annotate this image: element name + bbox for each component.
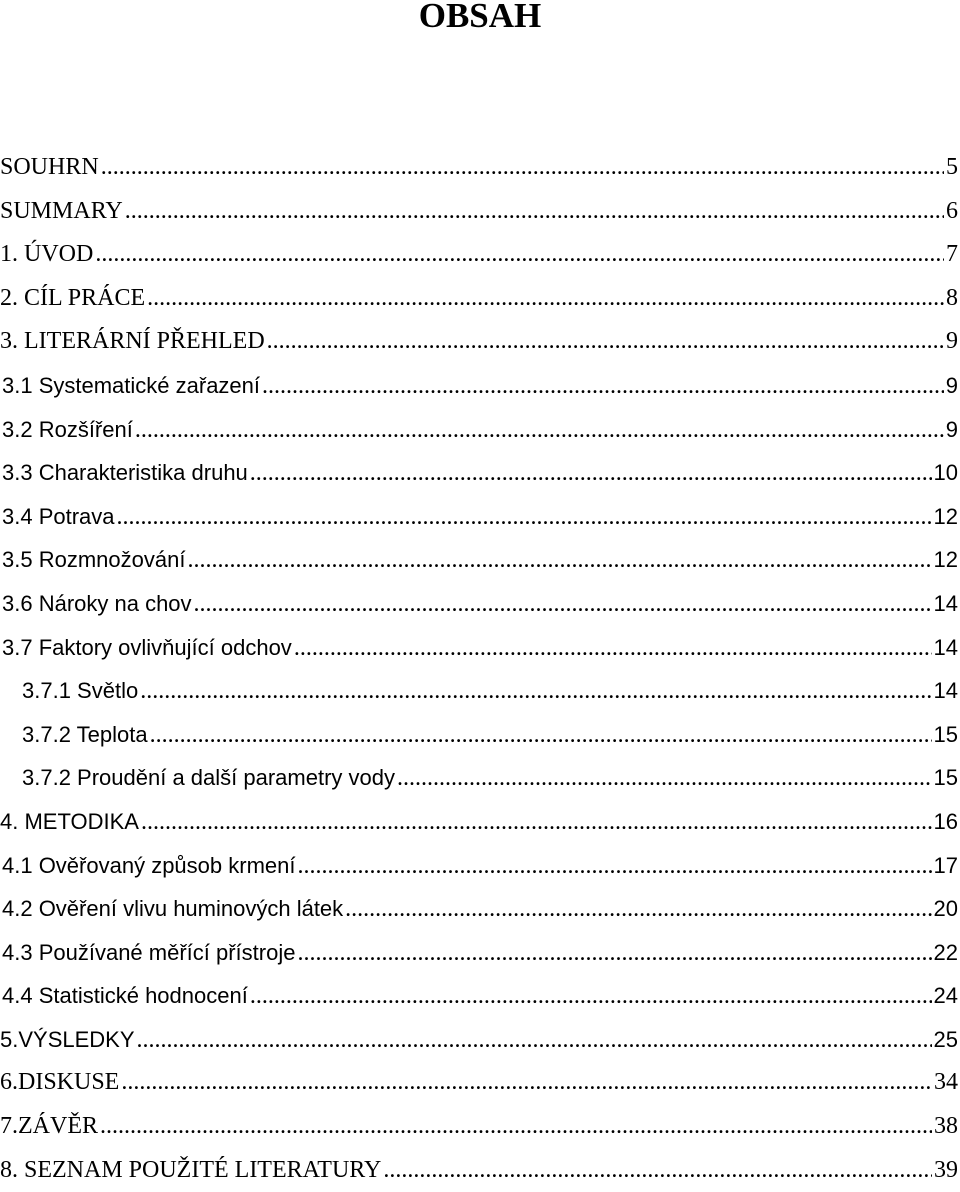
toc-entry-label: SOUHRN: [0, 154, 99, 180]
toc-entry-page: 5: [946, 154, 958, 180]
dot-leader: [100, 1105, 932, 1149]
dot-leader: [297, 845, 931, 888]
dot-leader: [101, 146, 944, 190]
toc-entry-label: 3.7.1 Světlo: [22, 678, 139, 704]
page-title: OBSAH: [418, 0, 542, 35]
toc-entry-page: 7: [946, 241, 958, 268]
dot-leader: [137, 1019, 932, 1062]
toc-entry-label: 2. CÍL PRÁCE: [0, 284, 146, 311]
toc-entry-page: 14: [933, 590, 958, 616]
toc-entry-label: 4. METODIKA: [0, 808, 139, 834]
toc-entry-label: 5.VÝSLEDKY: [0, 1026, 135, 1052]
toc-entry-3-5[interactable]: [0, 538, 960, 582]
toc-entry-3-3[interactable]: [0, 451, 960, 495]
dot-leader: [267, 320, 944, 364]
toc-entry-page: 9: [946, 328, 958, 355]
toc-entry-page: 34: [934, 1069, 958, 1096]
toc-entry-page: 17: [933, 852, 958, 878]
toc-entry-4-1[interactable]: [0, 844, 960, 888]
toc-entry-page: 15: [933, 765, 958, 791]
toc-entry-3-1[interactable]: [0, 364, 960, 408]
dot-leader: [397, 757, 932, 800]
toc-entry-label: 7.ZÁVĚR: [0, 1113, 98, 1140]
dot-leader: [117, 496, 932, 539]
toc-entry-3-2[interactable]: [0, 408, 960, 452]
toc-entry-page: 22: [933, 939, 958, 965]
dot-leader: [297, 932, 931, 975]
toc-entry-4-3[interactable]: [0, 931, 960, 975]
toc-entry-3-6[interactable]: [0, 582, 960, 626]
dot-leader: [194, 583, 932, 626]
dot-leader: [125, 190, 944, 234]
toc-entry-label: 3.7 Faktory ovlivňující odchov: [2, 634, 292, 660]
toc-entry-label: 4.4 Statistické hodnocení: [2, 983, 248, 1009]
toc-entry-zaver[interactable]: [0, 1105, 960, 1149]
table-of-contents: [0, 146, 960, 1192]
toc-entry-label: SUMMARY: [0, 197, 123, 224]
toc-entry-4-4[interactable]: [0, 974, 960, 1018]
dot-leader: [250, 452, 932, 495]
toc-entry-3-7-1[interactable]: [0, 669, 960, 713]
toc-entry-label: 3.1 Systematické zařazení: [2, 372, 261, 398]
toc-entry-page: 25: [933, 1026, 958, 1052]
toc-entry-label: 4.2 Ověření vlivu huminových látek: [2, 896, 344, 922]
dot-leader: [150, 714, 932, 757]
dot-leader: [383, 1149, 932, 1192]
dot-leader: [95, 233, 944, 277]
toc-entry-label: 3.2 Rozšíření: [2, 416, 133, 442]
toc-entry-label: 3.7.2 Teplota: [22, 721, 148, 747]
dot-leader: [121, 1061, 932, 1105]
dot-leader: [345, 888, 931, 931]
toc-entry-label: 3.6 Nároky na chov: [2, 590, 192, 616]
toc-entry-label: 1. ÚVOD: [0, 241, 94, 268]
dot-leader: [147, 277, 944, 321]
dot-leader: [187, 539, 931, 582]
toc-entry-page: 9: [945, 416, 958, 442]
dot-leader: [262, 365, 944, 408]
toc-entry-uvod[interactable]: [0, 233, 960, 277]
dot-leader: [141, 801, 932, 844]
toc-entry-3-7-2-proudeni[interactable]: [0, 756, 960, 800]
toc-entry-label: 3.5 Rozmnožování: [2, 547, 186, 573]
toc-entry-cil-prace[interactable]: [0, 277, 960, 321]
toc-entry-label: 3.4 Potrava: [2, 503, 115, 529]
toc-entry-page: 10: [933, 460, 958, 486]
toc-entry-3-7[interactable]: [0, 626, 960, 670]
toc-entry-vysledky[interactable]: [0, 1018, 960, 1062]
dot-leader: [140, 670, 931, 713]
toc-entry-page: 16: [933, 808, 958, 834]
toc-entry-page: 9: [945, 372, 958, 398]
toc-entry-4-2[interactable]: [0, 887, 960, 931]
toc-entry-label: 3.7.2 Proudění a další parametry vody: [22, 765, 395, 791]
toc-entry-3-4[interactable]: [0, 495, 960, 539]
toc-entry-diskuse[interactable]: [0, 1061, 960, 1105]
toc-entry-page: 14: [933, 634, 958, 660]
toc-entry-label: 6.DISKUSE: [0, 1069, 120, 1096]
toc-entry-page: 12: [933, 547, 958, 573]
dot-leader: [250, 975, 932, 1018]
toc-entry-label: 8. SEZNAM POUŽITÉ LITERATURY: [0, 1156, 382, 1183]
toc-entry-page: 8: [946, 284, 958, 311]
toc-entry-summary[interactable]: [0, 190, 960, 234]
toc-entry-page: 6: [946, 197, 958, 224]
toc-entry-label: 4.3 Používané měřící přístroje: [2, 939, 296, 965]
toc-entry-label: 3. LITERÁRNÍ PŘEHLED: [0, 328, 265, 355]
toc-entry-page: 12: [933, 503, 958, 529]
toc-entry-metodika[interactable]: [0, 800, 960, 844]
toc-entry-page: 38: [934, 1113, 958, 1140]
toc-entry-page: 39: [934, 1156, 958, 1183]
toc-entry-literarni-prehled[interactable]: [0, 320, 960, 364]
toc-entry-souhrn[interactable]: [0, 146, 960, 190]
toc-entry-label: 3.3 Charakteristika druhu: [2, 460, 248, 486]
toc-entry-page: 15: [933, 721, 958, 747]
dot-leader: [294, 627, 932, 670]
toc-entry-page: 24: [933, 983, 958, 1009]
toc-entry-page: 20: [933, 896, 958, 922]
toc-entry-3-7-2-teplota[interactable]: [0, 713, 960, 757]
dot-leader: [135, 409, 944, 452]
toc-entry-seznam-literatury[interactable]: [0, 1149, 960, 1192]
toc-entry-label: 4.1 Ověřovaný způsob krmení: [2, 852, 296, 878]
toc-entry-page: 14: [933, 678, 958, 704]
